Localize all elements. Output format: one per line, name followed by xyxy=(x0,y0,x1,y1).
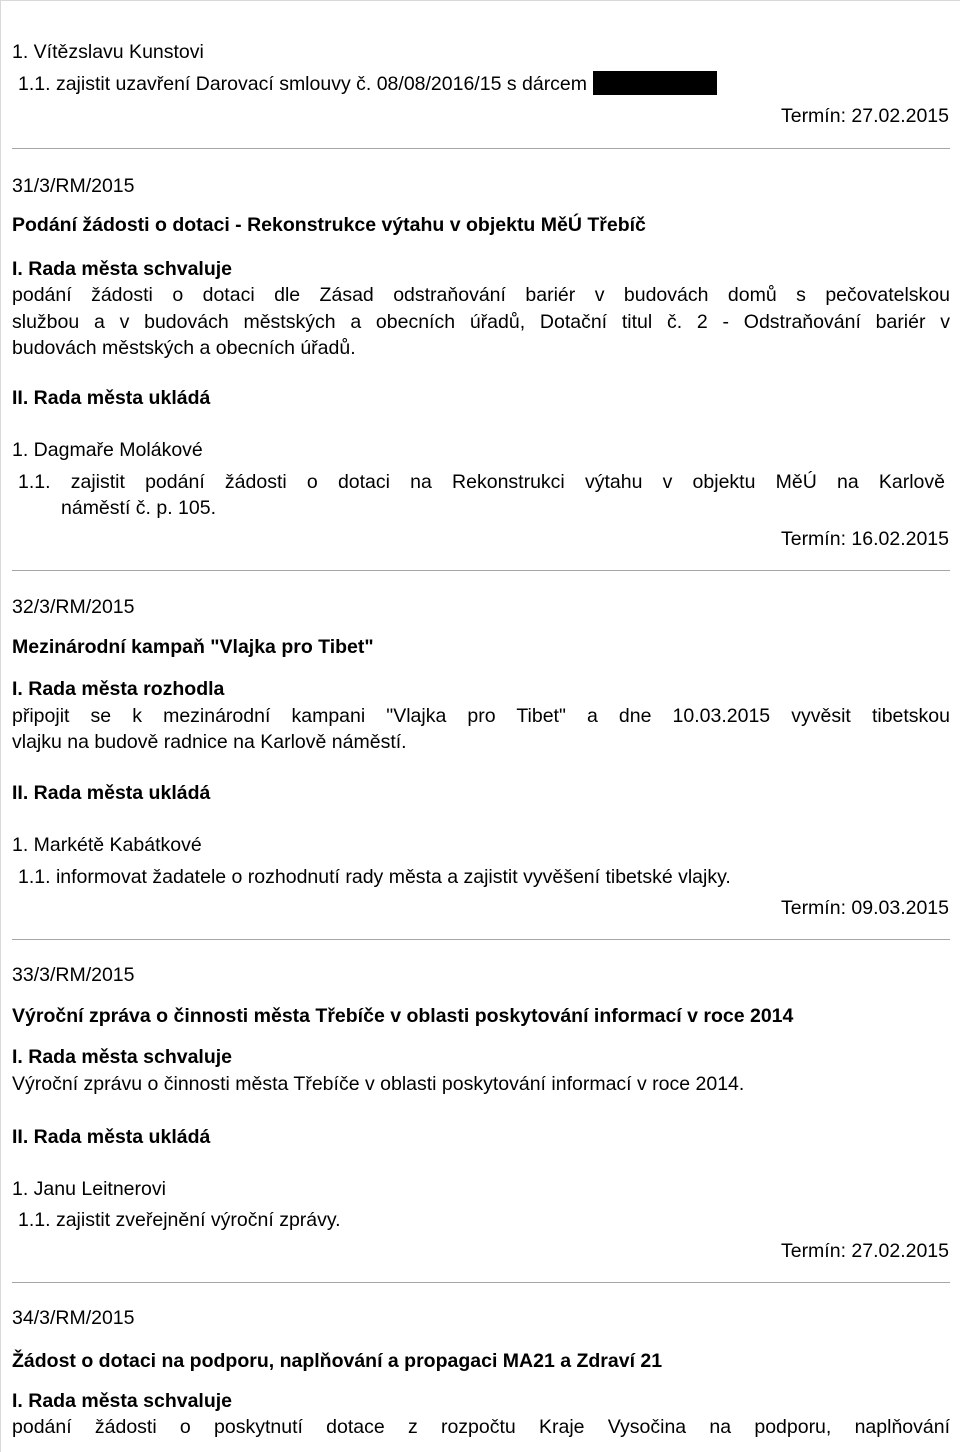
orders-heading: II. Rada města ukládá xyxy=(12,1126,211,1148)
task-item-continued: náměstí č. p. 105. xyxy=(61,497,217,519)
resolution-id: 33/3/RM/2015 xyxy=(12,964,135,986)
decision-text-line: podání žádosti o dotaci dle Zásad odstraňování bariér v budovách domů s pečovatelskou xyxy=(12,284,950,306)
decision-text-line: budovách městských a obecních úřadů. xyxy=(12,337,356,359)
deadline: Termín: 27.02.2015 xyxy=(780,105,949,127)
responsible-person: 1. Janu Leitnerovi xyxy=(12,1178,166,1200)
decision-text-line: Výroční zprávu o činnosti města Třebíče v oblasti poskytování informací v roce 2014. xyxy=(12,1073,745,1095)
resolution-id: 32/3/RM/2015 xyxy=(12,596,135,618)
responsible-person: 1. Markétě Kabátkové xyxy=(12,834,202,856)
redacted-block xyxy=(593,71,717,95)
decision-heading: I. Rada města rozhodla xyxy=(12,678,225,700)
resolution-title: Mezinárodní kampaň "Vlajka pro Tibet" xyxy=(12,636,374,658)
task-text: 1.1. zajistit uzavření Darovací smlouvy č. 08/08/2016/15 s dárcem xyxy=(18,73,588,95)
task-item: 1.1. zajistit podání žádosti o dotaci na Rekonstrukci výtahu v objektu MěÚ na Karlově xyxy=(18,471,945,493)
decision-text-line: vlajku na budově radnice na Karlově náměstí. xyxy=(12,731,407,753)
decision-heading: I. Rada města schvaluje xyxy=(12,258,233,280)
decision-heading: I. Rada města schvaluje xyxy=(12,1046,233,1068)
task-item: 1.1. zajistit zveřejnění výroční zprávy. xyxy=(18,1209,341,1231)
orders-heading: II. Rada města ukládá xyxy=(12,782,211,804)
deadline: Termín: 16.02.2015 xyxy=(780,528,949,550)
section-divider xyxy=(12,148,950,149)
resolution-id: 34/3/RM/2015 xyxy=(12,1307,135,1329)
decision-text-line: podání žádosti o poskytnutí dotace z rozpočtu Kraje Vysočina na podporu, naplňování xyxy=(12,1416,950,1438)
resolution-title: Žádost o dotaci na podporu, naplňování a propagaci MA21 a Zdraví 21 xyxy=(12,1350,663,1372)
responsible-person: 1. Dagmaře Molákové xyxy=(12,439,203,461)
orders-heading: II. Rada města ukládá xyxy=(12,387,211,409)
deadline: Termín: 27.02.2015 xyxy=(780,1240,949,1262)
decision-heading: I. Rada města schvaluje xyxy=(12,1390,233,1412)
task-item xyxy=(18,71,717,97)
section-divider xyxy=(12,1282,950,1283)
responsible-person: 1. Vítězslavu Kunstovi xyxy=(12,41,204,63)
decision-text-line: připojit se k mezinárodní kampani "Vlajka pro Tibet" a dne 10.03.2015 vyvěsit tibetskou xyxy=(12,705,950,727)
section-divider xyxy=(12,570,950,571)
section-divider xyxy=(12,939,950,940)
resolution-id: 31/3/RM/2015 xyxy=(12,175,135,197)
task-item: 1.1. informovat žadatele o rozhodnutí rady města a zajistit vyvěšení tibetské vlajky. xyxy=(18,866,731,888)
resolution-title: Výroční zpráva o činnosti města Třebíče v oblasti poskytování informací v roce 2014 xyxy=(12,1005,794,1027)
resolution-title: Podání žádosti o dotaci - Rekonstrukce výtahu v objektu MěÚ Třebíč xyxy=(12,214,646,236)
decision-text-line: službou a v budovách městských a obecních úřadů, Dotační titul č. 2 - Odstraňování bariér v xyxy=(12,311,950,333)
deadline: Termín: 09.03.2015 xyxy=(780,897,949,919)
